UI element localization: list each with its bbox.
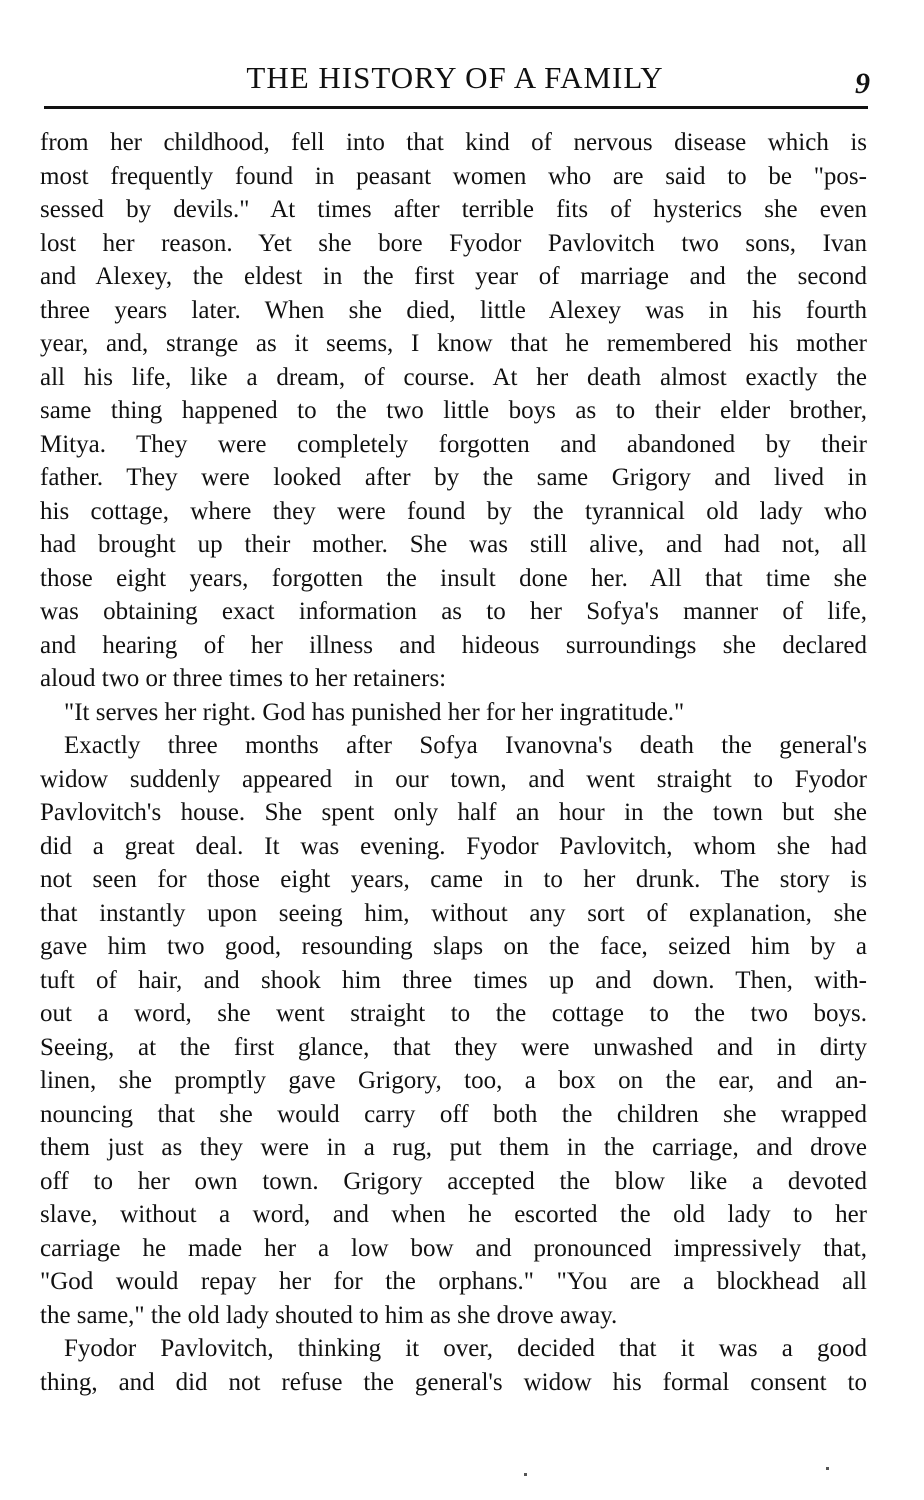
text-line: lost her reason. Yet she bore Fyodor Pavlovitch two sons, Ivan [40,229,867,257]
text-line: most frequently found in peasant women who are said to be "pos- [40,162,867,190]
text-line: off to her own town. Grigory accepted the blow like a devoted [40,1167,867,1195]
text-line: same thing happened to the two little boys as to their elder brother, [40,397,867,424]
text-line: that instantly upon seeing him, without any sort of explanation, she [40,899,867,927]
text-line: sessed by devils." At times after terrible fits of hysterics she even [40,196,867,223]
text-line: "It serves her right. God has punished her for her ingratitude." [64,698,685,726]
page-header [40,58,870,102]
text-line: thing, and did not refuse the general's widow his formal consent to [40,1368,867,1396]
text-line: was obtaining exact information as to her Sofya's manner of life, [40,598,867,625]
text-line: slave, without a word, and when he escorted the old lady to her [40,1201,867,1228]
text-line: Exactly three months after Sofya Ivanovna's death the general's [64,732,867,759]
header-rule [44,106,868,109]
text-line: gave him two good, resounding slaps on the face, seized him by a [40,933,867,960]
text-line: and hearing of her illness and hideous surroundings she declared [40,631,867,659]
text-line: aloud two or three times to her retainers: [40,665,447,692]
body-text [40,126,867,1399]
text-line: year, and, strange as it seems, I know that he remembered his mother [40,330,867,357]
text-line: Fyodor Pavlovitch, thinking it over, decided that it was a good [64,1335,867,1362]
text-line: Mitya. They were completely forgotten and abandoned by their [40,430,867,458]
text-line: all his life, like a dream, of course. At her death almost exactly the [40,363,867,391]
text-line: and Alexey, the eldest in the first year of marriage and the second [40,263,867,290]
print-speck [826,1467,829,1470]
text-line: had brought up their mother. She was still alive, and had not, all [40,531,867,558]
text-line: widow suddenly appeared in our town, and went straight to Fyodor [40,765,867,793]
text-line: father. They were looked after by the same Grigory and lived in [40,464,867,491]
text-line: Seeing, at the first glance, that they were unwashed and in dirty [40,1033,867,1061]
text-line: nouncing that she would carry off both the children she wrapped [40,1100,867,1128]
text-line: Pavlovitch's house. She spent only half an hour in the town but she [40,799,867,826]
text-line: not seen for those eight years, came in to her drunk. The story is [40,866,867,893]
text-line: the same," the old lady shouted to him as she drove away. [40,1301,618,1329]
text-line: linen, she promptly gave Grigory, too, a box on the ear, and an- [40,1067,867,1094]
text-line: "God would repay her for the orphans." "You are a blockhead all [40,1268,867,1295]
text-line: from her childhood, fell into that kind of nervous disease which is [40,129,867,156]
print-speck [524,1473,527,1476]
text-line: out a word, she went straight to the cottage to the two boys. [40,1000,867,1027]
text-line: did a great deal. It was evening. Fyodor Pavlovitch, whom she had [40,832,867,860]
text-line: tuft of hair, and shook him three times up and down. Then, with- [40,966,867,994]
text-line: carriage he made her a low bow and pronounced impressively that, [40,1234,867,1262]
running-title: THE HISTORY OF A FAMILY [246,60,664,95]
page-number: 9 [855,67,870,100]
text-line: his cottage, where they were found by the tyrannical old lady who [40,497,867,525]
text-line: them just as they were in a rug, put them in the carriage, and drove [40,1134,867,1161]
text-line: three years later. When she died, little Alexey was in his fourth [40,296,867,324]
text-line: those eight years, forgotten the insult done her. All that time she [40,564,867,592]
